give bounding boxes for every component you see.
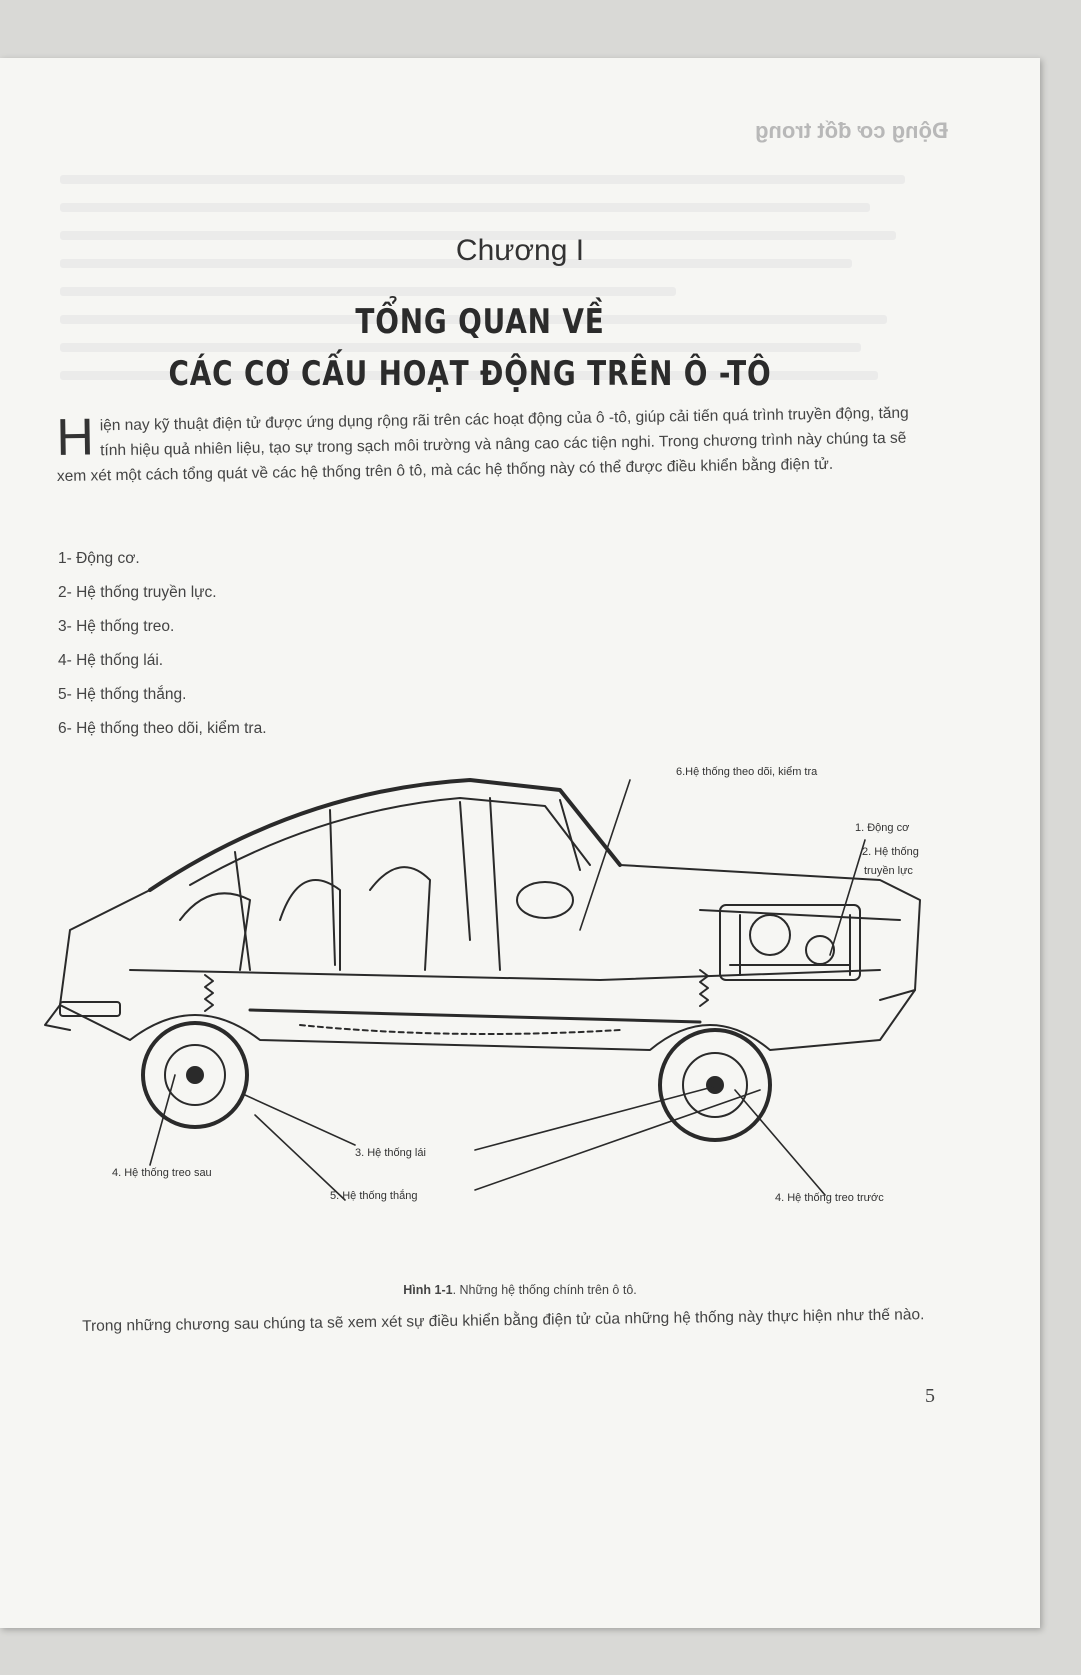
page-number: 5	[925, 1385, 935, 1407]
list-item: 4- Hệ thống lái.	[58, 652, 164, 669]
figure-caption	[0, 1283, 1040, 1297]
chapter-title-line1: TỔNG QUAN VỀ	[355, 302, 605, 342]
list-item: 2- Hệ thống truyền lực.	[58, 584, 217, 601]
caption-label: Hình 1-1	[403, 1283, 453, 1297]
drop-cap: H	[55, 408, 95, 467]
callout-monitoring: 6.Hệ thống theo dõi, kiểm tra	[676, 766, 818, 778]
systems-list	[58, 542, 458, 746]
callout-front-suspension: 4. Hệ thống treo trước	[775, 1192, 884, 1204]
list-item: 3- Hệ thống treo.	[58, 618, 175, 635]
caption-text: . Những hệ thống chính trên ô tô.	[452, 1283, 637, 1297]
intro-paragraph	[56, 400, 917, 488]
callout-drivetrain-cont: truyền lực	[864, 865, 913, 877]
callout-steering: 3. Hệ thống lái	[355, 1147, 426, 1159]
callout-drivetrain: 2. Hệ thống	[862, 846, 919, 858]
callout-engine: 1. Động cơ	[855, 822, 910, 834]
car-cutaway-illustration	[0, 740, 1040, 1240]
car-cutaway-figure	[0, 740, 1040, 1240]
chapter-label: Chương I	[455, 234, 585, 267]
callout-brakes: 5. Hệ thống thắng	[330, 1190, 418, 1202]
bleed-through-heading: Động cơ đốt trong	[755, 118, 948, 143]
closing-paragraph: Trong những chương sau chúng ta sẽ xem xét sự điều khiển bằng điện tử của những hệ thống này thực hiện như thế nào.	[82, 1306, 925, 1335]
list-item: 5- Hệ thống thắng.	[58, 686, 187, 703]
chapter-title-line2: CÁC CƠ CẤU HOẠT ĐỘNG TRÊN Ô -TÔ	[168, 354, 772, 394]
intro-text: iện nay kỹ thuật điện tử được ứng dụng rộng rãi trên các hoạt động của ô -tô, giúp cải tiến quá trình truyền động, tăng tính hiệu quả nhiên liệu, tạo sự trong sạch môi trường và nâng cao các tiện nghi. Trong chương trình này chúng ta sẽ xem xét một cách tổng quát về các hệ thống trên ô tô, mà các hệ thống này có thể được điều khiển bằng điện tử.	[56, 404, 909, 485]
callout-rear-suspension: 4. Hệ thống treo sau	[112, 1167, 212, 1179]
list-item: 6- Hệ thống theo dõi, kiểm tra.	[58, 720, 267, 737]
list-item: 1- Động cơ.	[58, 550, 140, 567]
